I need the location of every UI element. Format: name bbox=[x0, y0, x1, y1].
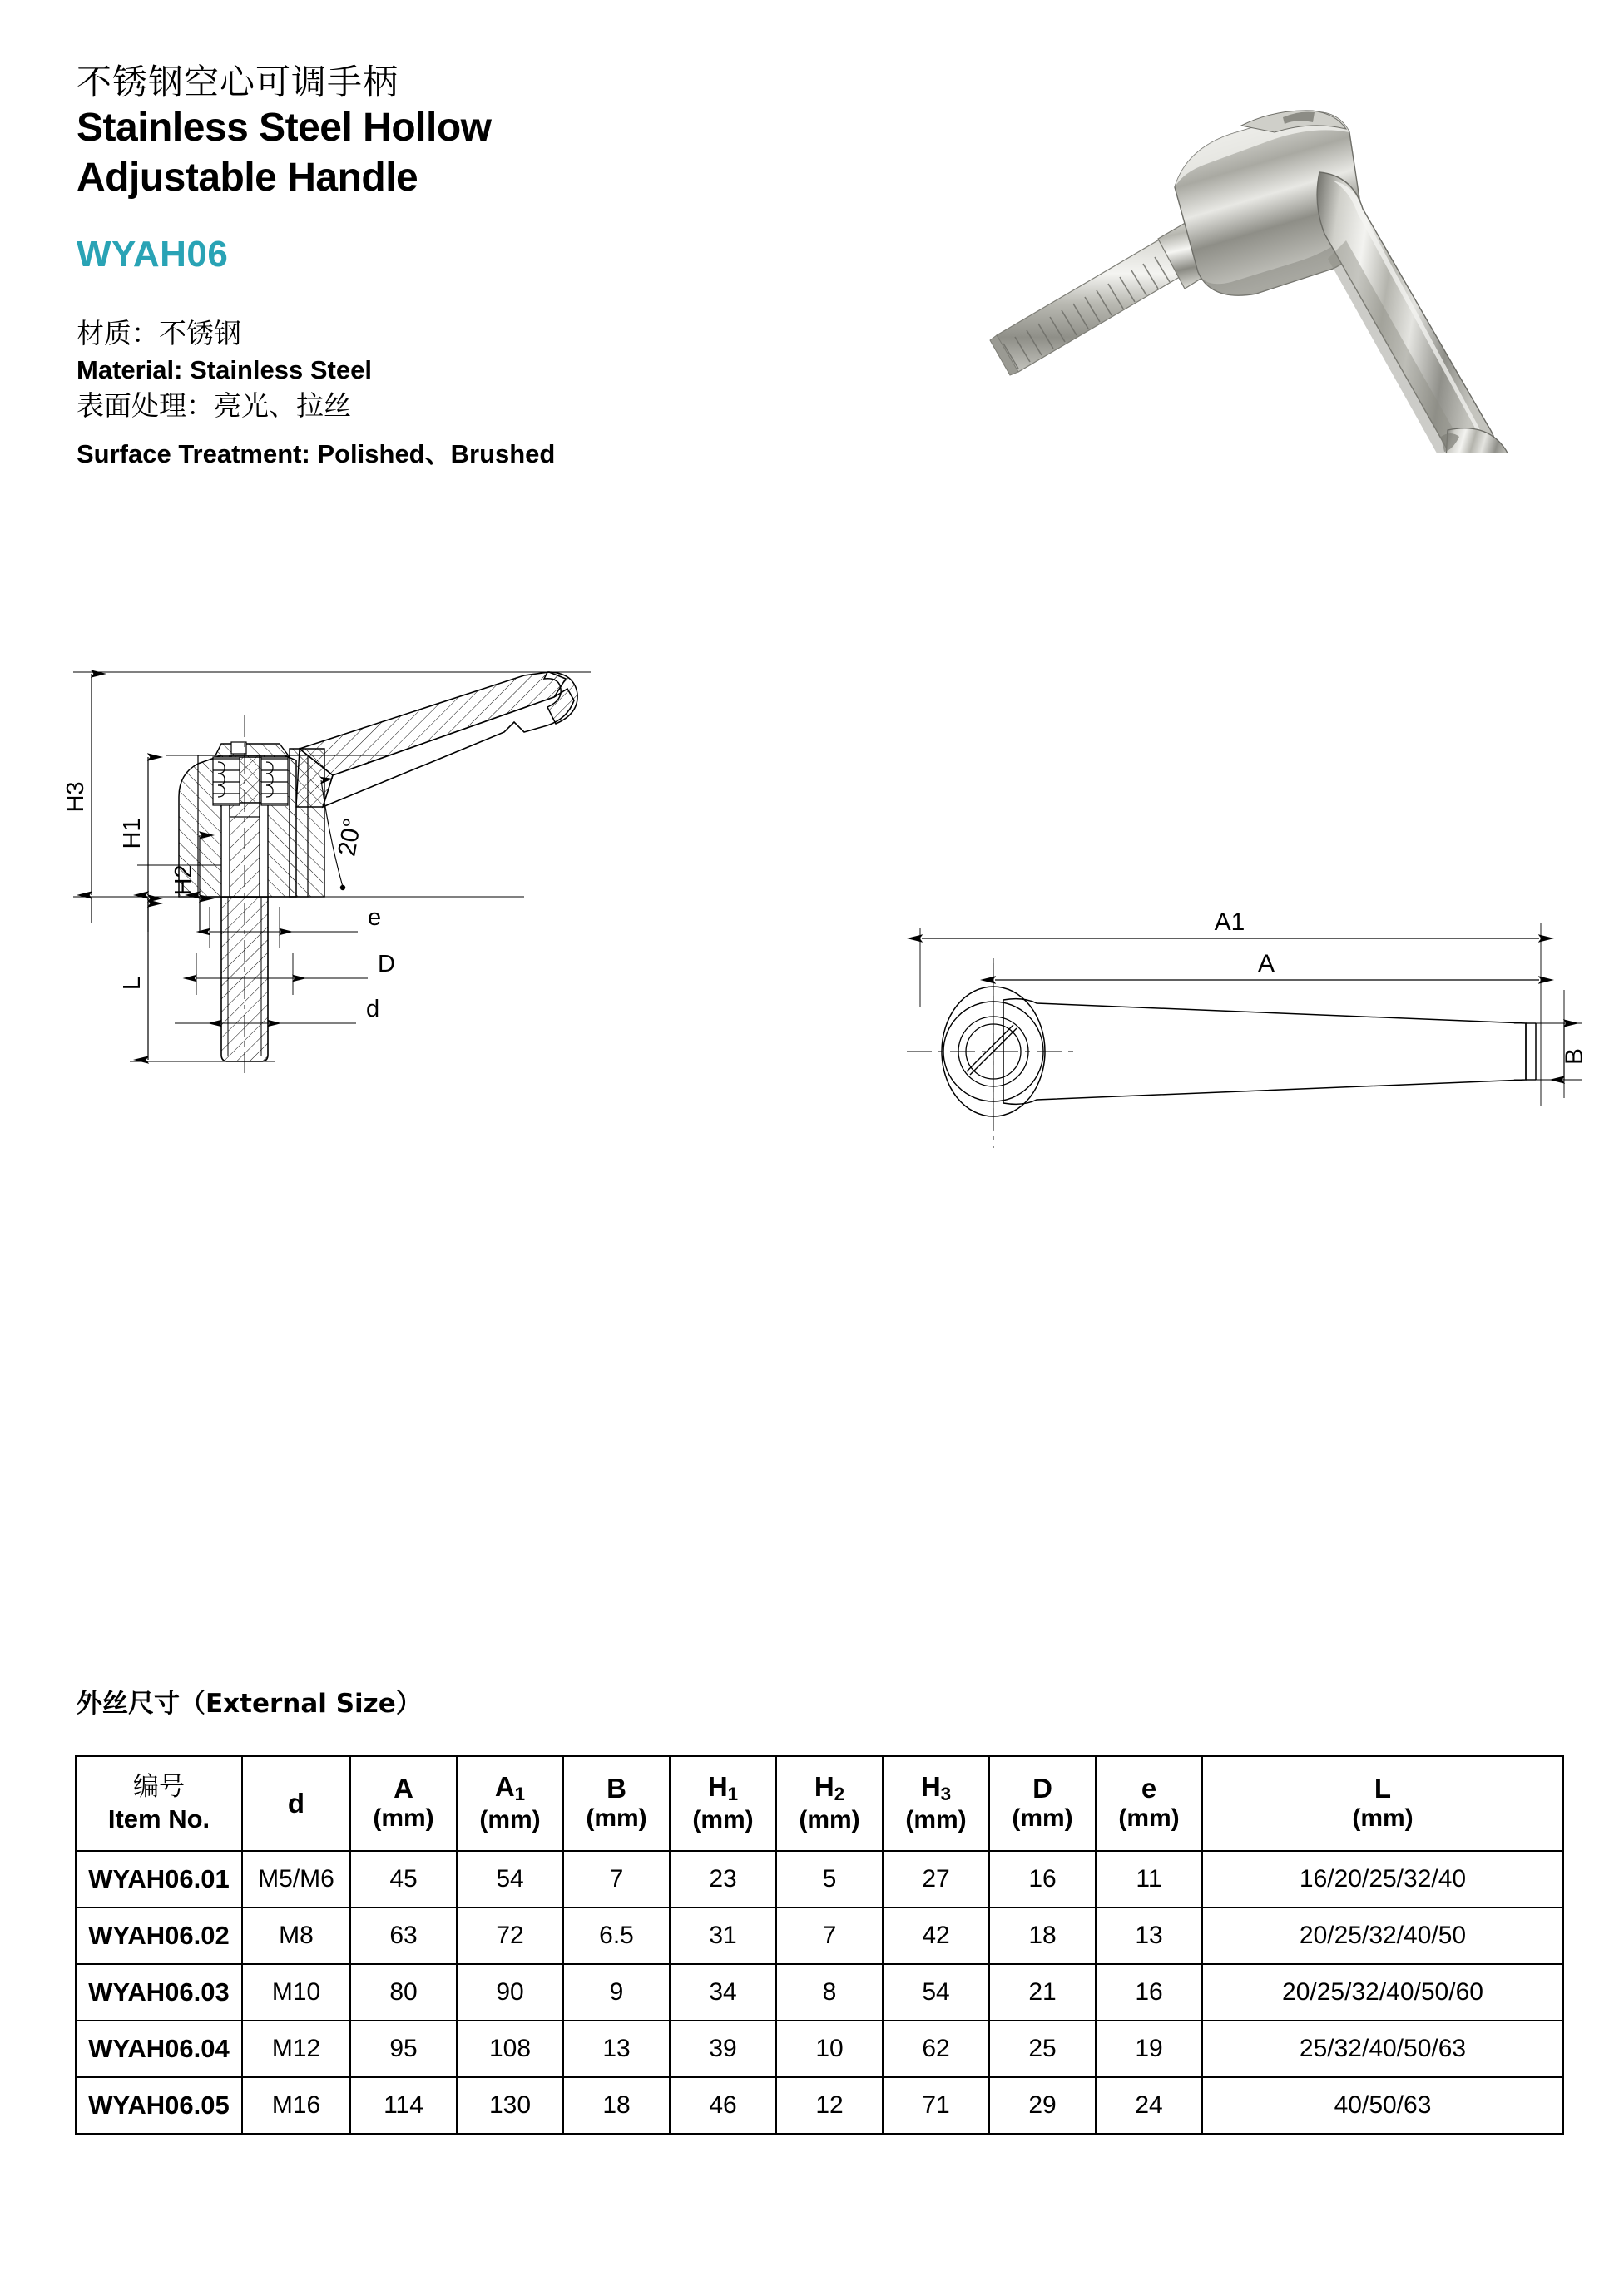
dim-label-h1: H1 bbox=[119, 818, 146, 849]
cell-b: 18 bbox=[563, 2077, 670, 2134]
cell-h1: 34 bbox=[670, 1964, 776, 2021]
table-row bbox=[76, 1908, 1563, 1964]
product-title-en-line2: Adjustable Handle bbox=[77, 155, 418, 200]
dim-label-h3: H3 bbox=[62, 781, 89, 813]
dim-label-b: B bbox=[1561, 1047, 1588, 1066]
col-header-h3 bbox=[883, 1756, 989, 1851]
cell-b: 7 bbox=[563, 1851, 670, 1908]
cell-d: 18 bbox=[989, 1908, 1096, 1964]
material-label-en: Material: Stainless Steel bbox=[77, 355, 372, 385]
col-header-a-symbol: A bbox=[394, 1772, 413, 1804]
col-header-dmajor bbox=[989, 1756, 1096, 1851]
col-header-h1-unit: (mm) bbox=[692, 1805, 754, 1833]
col-header-e-symbol: e bbox=[1141, 1772, 1157, 1804]
cell-b: 9 bbox=[563, 1964, 670, 2021]
cell-d: M12 bbox=[242, 2021, 350, 2077]
cell-l: 40/50/63 bbox=[1202, 2077, 1563, 2134]
product-model-code: WYAH06 bbox=[77, 234, 229, 275]
cell-a: 114 bbox=[350, 2077, 457, 2134]
col-header-h2 bbox=[776, 1756, 883, 1851]
cell-l: 25/32/40/50/63 bbox=[1202, 2021, 1563, 2077]
cell-h3: 42 bbox=[883, 1908, 989, 1964]
col-header-b-unit: (mm) bbox=[586, 1804, 647, 1833]
cell-e: 13 bbox=[1096, 1908, 1202, 1964]
col-header-h3-symbol: $H_3$ bbox=[920, 1771, 952, 1805]
col-header-a bbox=[350, 1756, 457, 1851]
cell-item-no: WYAH06.05 bbox=[76, 2077, 242, 2134]
cell-d: M8 bbox=[242, 1908, 350, 1964]
specification-block bbox=[77, 315, 909, 472]
col-header-h2-unit: (mm) bbox=[799, 1805, 860, 1833]
product-photo bbox=[948, 46, 1606, 453]
table-row bbox=[76, 1964, 1563, 2021]
cell-b: 13 bbox=[563, 2021, 670, 2077]
col-header-l-symbol: L bbox=[1374, 1772, 1392, 1804]
col-header-e bbox=[1096, 1756, 1202, 1851]
col-header-a1-unit: (mm) bbox=[479, 1805, 541, 1833]
material-label-cn: 材质：不锈钢 bbox=[77, 317, 241, 350]
cell-d: 16 bbox=[989, 1851, 1096, 1908]
cell-item-no: WYAH06.02 bbox=[76, 1908, 242, 1964]
cell-h2: 5 bbox=[776, 1851, 883, 1908]
dim-label-angle: 20° bbox=[333, 816, 367, 859]
specification-table bbox=[75, 1755, 1564, 2135]
cell-a1: 130 bbox=[457, 2077, 563, 2134]
cell-e: 16 bbox=[1096, 1964, 1202, 2021]
dim-label-d-major: D bbox=[378, 951, 395, 977]
col-header-item-no-cn: 编号 bbox=[133, 1772, 185, 1803]
cell-e: 19 bbox=[1096, 2021, 1202, 2077]
cell-h2: 8 bbox=[776, 1964, 883, 2021]
cell-l: 20/25/32/40/50/60 bbox=[1202, 1964, 1563, 2021]
cell-h3: 54 bbox=[883, 1964, 989, 2021]
col-header-b bbox=[563, 1756, 670, 1851]
cell-d: M10 bbox=[242, 1964, 350, 2021]
col-header-h3-unit: (mm) bbox=[905, 1805, 967, 1833]
col-header-l-unit: (mm) bbox=[1352, 1804, 1414, 1833]
cell-l: 20/25/32/40/50 bbox=[1202, 1908, 1563, 1964]
cell-a1: 72 bbox=[457, 1908, 563, 1964]
cell-e: 11 bbox=[1096, 1851, 1202, 1908]
cell-a: 45 bbox=[350, 1851, 457, 1908]
col-header-a1-symbol: $A_1$ bbox=[494, 1771, 526, 1805]
col-header-h2-symbol: $H_2$ bbox=[814, 1771, 845, 1805]
product-title-cn: 不锈钢空心可调手柄 bbox=[77, 62, 399, 102]
col-header-h1 bbox=[670, 1756, 776, 1851]
table-header-row bbox=[76, 1756, 1563, 1851]
cell-d: M16 bbox=[242, 2077, 350, 2134]
cell-e: 24 bbox=[1096, 2077, 1202, 2134]
col-header-h1-symbol: $H_1$ bbox=[707, 1771, 739, 1805]
cell-d: 25 bbox=[989, 2021, 1096, 2077]
cell-a: 80 bbox=[350, 1964, 457, 2021]
col-header-item-no-en: Item No. bbox=[107, 1804, 210, 1833]
cell-a: 63 bbox=[350, 1908, 457, 1964]
cell-h2: 7 bbox=[776, 1908, 883, 1964]
cell-item-no: WYAH06.01 bbox=[76, 1851, 242, 1908]
external-size-caption: 外丝尺寸（External Size） bbox=[77, 1689, 422, 1719]
cell-item-no: WYAH06.04 bbox=[76, 2021, 242, 2077]
cell-h1: 31 bbox=[670, 1908, 776, 1964]
dim-label-l: L bbox=[119, 976, 146, 991]
col-header-a-unit: (mm) bbox=[373, 1804, 434, 1833]
col-header-d-symbol: d bbox=[287, 1787, 305, 1818]
cell-a1: 54 bbox=[457, 1851, 563, 1908]
col-header-d bbox=[242, 1756, 350, 1851]
table-row bbox=[76, 2077, 1563, 2134]
surface-label-cn: 表面处理：亮光、拉丝 bbox=[77, 389, 351, 423]
cell-h1: 39 bbox=[670, 2021, 776, 2077]
col-header-item-no bbox=[76, 1756, 242, 1851]
col-header-dmajor-symbol: D bbox=[1032, 1772, 1052, 1804]
table-row bbox=[76, 1851, 1563, 1908]
cell-d: 29 bbox=[989, 2077, 1096, 2134]
surface-label-en: Surface Treatment: Polished、Brushed bbox=[77, 439, 556, 469]
col-header-dmajor-unit: (mm) bbox=[1012, 1804, 1073, 1833]
cell-d: 21 bbox=[989, 1964, 1096, 2021]
cell-a1: 90 bbox=[457, 1964, 563, 2021]
dim-label-d-minor: d bbox=[366, 996, 380, 1022]
cell-h1: 46 bbox=[670, 2077, 776, 2134]
dim-label-a: A bbox=[1257, 950, 1275, 977]
product-title-en-line1: Stainless Steel Hollow bbox=[77, 106, 492, 151]
cell-l: 16/20/25/32/40 bbox=[1202, 1851, 1563, 1908]
cell-item-no: WYAH06.03 bbox=[76, 1964, 242, 2021]
col-header-e-unit: (mm) bbox=[1118, 1804, 1180, 1833]
cell-a1: 108 bbox=[457, 2021, 563, 2077]
cell-a: 95 bbox=[350, 2021, 457, 2077]
cell-d: M5/M6 bbox=[242, 1851, 350, 1908]
cell-b: 6.5 bbox=[563, 1908, 670, 1964]
col-header-a1 bbox=[457, 1756, 563, 1851]
dim-label-e: e bbox=[368, 904, 382, 931]
table-row bbox=[76, 2021, 1563, 2077]
cell-h3: 71 bbox=[883, 2077, 989, 2134]
cell-h2: 10 bbox=[776, 2021, 883, 2077]
lever-arm-icon bbox=[1317, 172, 1510, 453]
cell-h1: 23 bbox=[670, 1851, 776, 1908]
cell-h3: 27 bbox=[883, 1851, 989, 1908]
page-header bbox=[77, 62, 909, 472]
dim-label-h2: H2 bbox=[171, 864, 197, 896]
cell-h2: 12 bbox=[776, 2077, 883, 2134]
section-view-drawing bbox=[58, 657, 857, 1190]
threaded-stud-icon bbox=[990, 235, 1188, 375]
dim-label-a1: A1 bbox=[1214, 908, 1245, 936]
col-header-b-symbol: B bbox=[607, 1772, 626, 1804]
top-view-drawing bbox=[907, 898, 1597, 1173]
col-header-l bbox=[1202, 1756, 1563, 1851]
cell-h3: 62 bbox=[883, 2021, 989, 2077]
